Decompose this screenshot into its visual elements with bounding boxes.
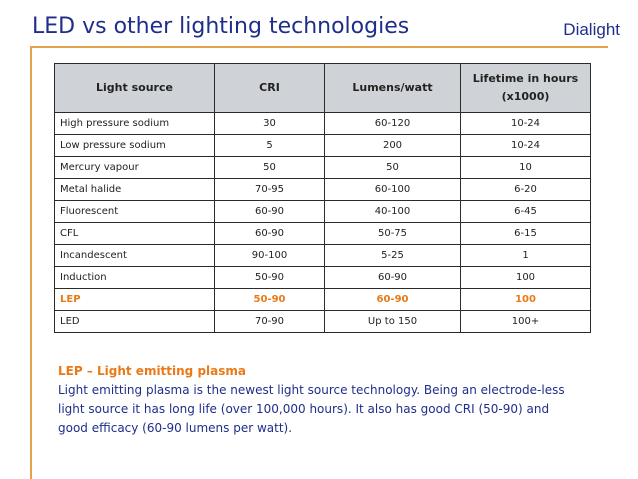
table-cell: 5 <box>215 135 325 157</box>
table-cell: High pressure sodium <box>55 113 215 135</box>
table-cell: 70-95 <box>215 179 325 201</box>
table-row <box>55 179 591 201</box>
table-cell: 60-100 <box>325 179 461 201</box>
table-cell: 50-90 <box>215 289 325 311</box>
table-row <box>55 267 591 289</box>
title-underline <box>30 46 608 48</box>
table-cell: Induction <box>55 267 215 289</box>
brand-logo-text: Dialight <box>563 20 620 39</box>
table-cell: 50 <box>325 157 461 179</box>
table-cell: 60-90 <box>215 223 325 245</box>
table-cell: 50 <box>215 157 325 179</box>
table-cell: 60-90 <box>325 267 461 289</box>
table-cell: 6-15 <box>461 223 591 245</box>
comparison-table <box>54 63 591 333</box>
table-cell: 6-45 <box>461 201 591 223</box>
table-row <box>55 157 591 179</box>
table-cell: 30 <box>215 113 325 135</box>
table-cell: CFL <box>55 223 215 245</box>
table-cell: 10 <box>461 157 591 179</box>
lep-note <box>58 362 578 438</box>
table-cell: Up to 150 <box>325 311 461 333</box>
table-row-highlighted <box>55 289 591 311</box>
table-cell: 60-120 <box>325 113 461 135</box>
table-cell: Low pressure sodium <box>55 135 215 157</box>
table-cell: 100+ <box>461 311 591 333</box>
table-cell: Metal halide <box>55 179 215 201</box>
table-row <box>55 223 591 245</box>
table-cell: 5-25 <box>325 245 461 267</box>
table-cell: 90-100 <box>215 245 325 267</box>
table-cell: 60-90 <box>215 201 325 223</box>
table-cell: 40-100 <box>325 201 461 223</box>
table-header-row <box>55 64 591 113</box>
page-title: LED vs other lighting technologies <box>32 14 410 39</box>
column-header-light-source: Light source <box>55 64 215 113</box>
table-row <box>55 135 591 157</box>
table-cell: 1 <box>461 245 591 267</box>
table-cell: 100 <box>461 267 591 289</box>
table-cell: 200 <box>325 135 461 157</box>
table-row <box>55 311 591 333</box>
table-cell: 6-20 <box>461 179 591 201</box>
table-cell: 10-24 <box>461 113 591 135</box>
table-cell: 60-90 <box>325 289 461 311</box>
table-cell: Fluorescent <box>55 201 215 223</box>
note-body: Light emitting plasma is the newest light source technology. Being an electrode-less light source it has long life (over 100,000 hours). It also has good CRI (50-90) and good efficacy (60-90 lumens per watt). <box>58 383 565 435</box>
table-row <box>55 113 591 135</box>
left-border-line <box>30 46 32 479</box>
column-header-cri: CRI <box>215 64 325 113</box>
table-cell: Mercury vapour <box>55 157 215 179</box>
column-header-lifetime: Lifetime in hours (x1000) <box>461 64 591 113</box>
column-header-lumens-watt: Lumens/watt <box>325 64 461 113</box>
table-cell: LED <box>55 311 215 333</box>
table-cell: LEP <box>55 289 215 311</box>
table-cell: 10-24 <box>461 135 591 157</box>
table-cell: 100 <box>461 289 591 311</box>
table-cell: Incandescent <box>55 245 215 267</box>
table-row <box>55 201 591 223</box>
note-heading: LEP – Light emitting plasma <box>58 364 246 378</box>
table-cell: 50-75 <box>325 223 461 245</box>
table-cell: 70-90 <box>215 311 325 333</box>
table-row <box>55 245 591 267</box>
table-cell: 50-90 <box>215 267 325 289</box>
